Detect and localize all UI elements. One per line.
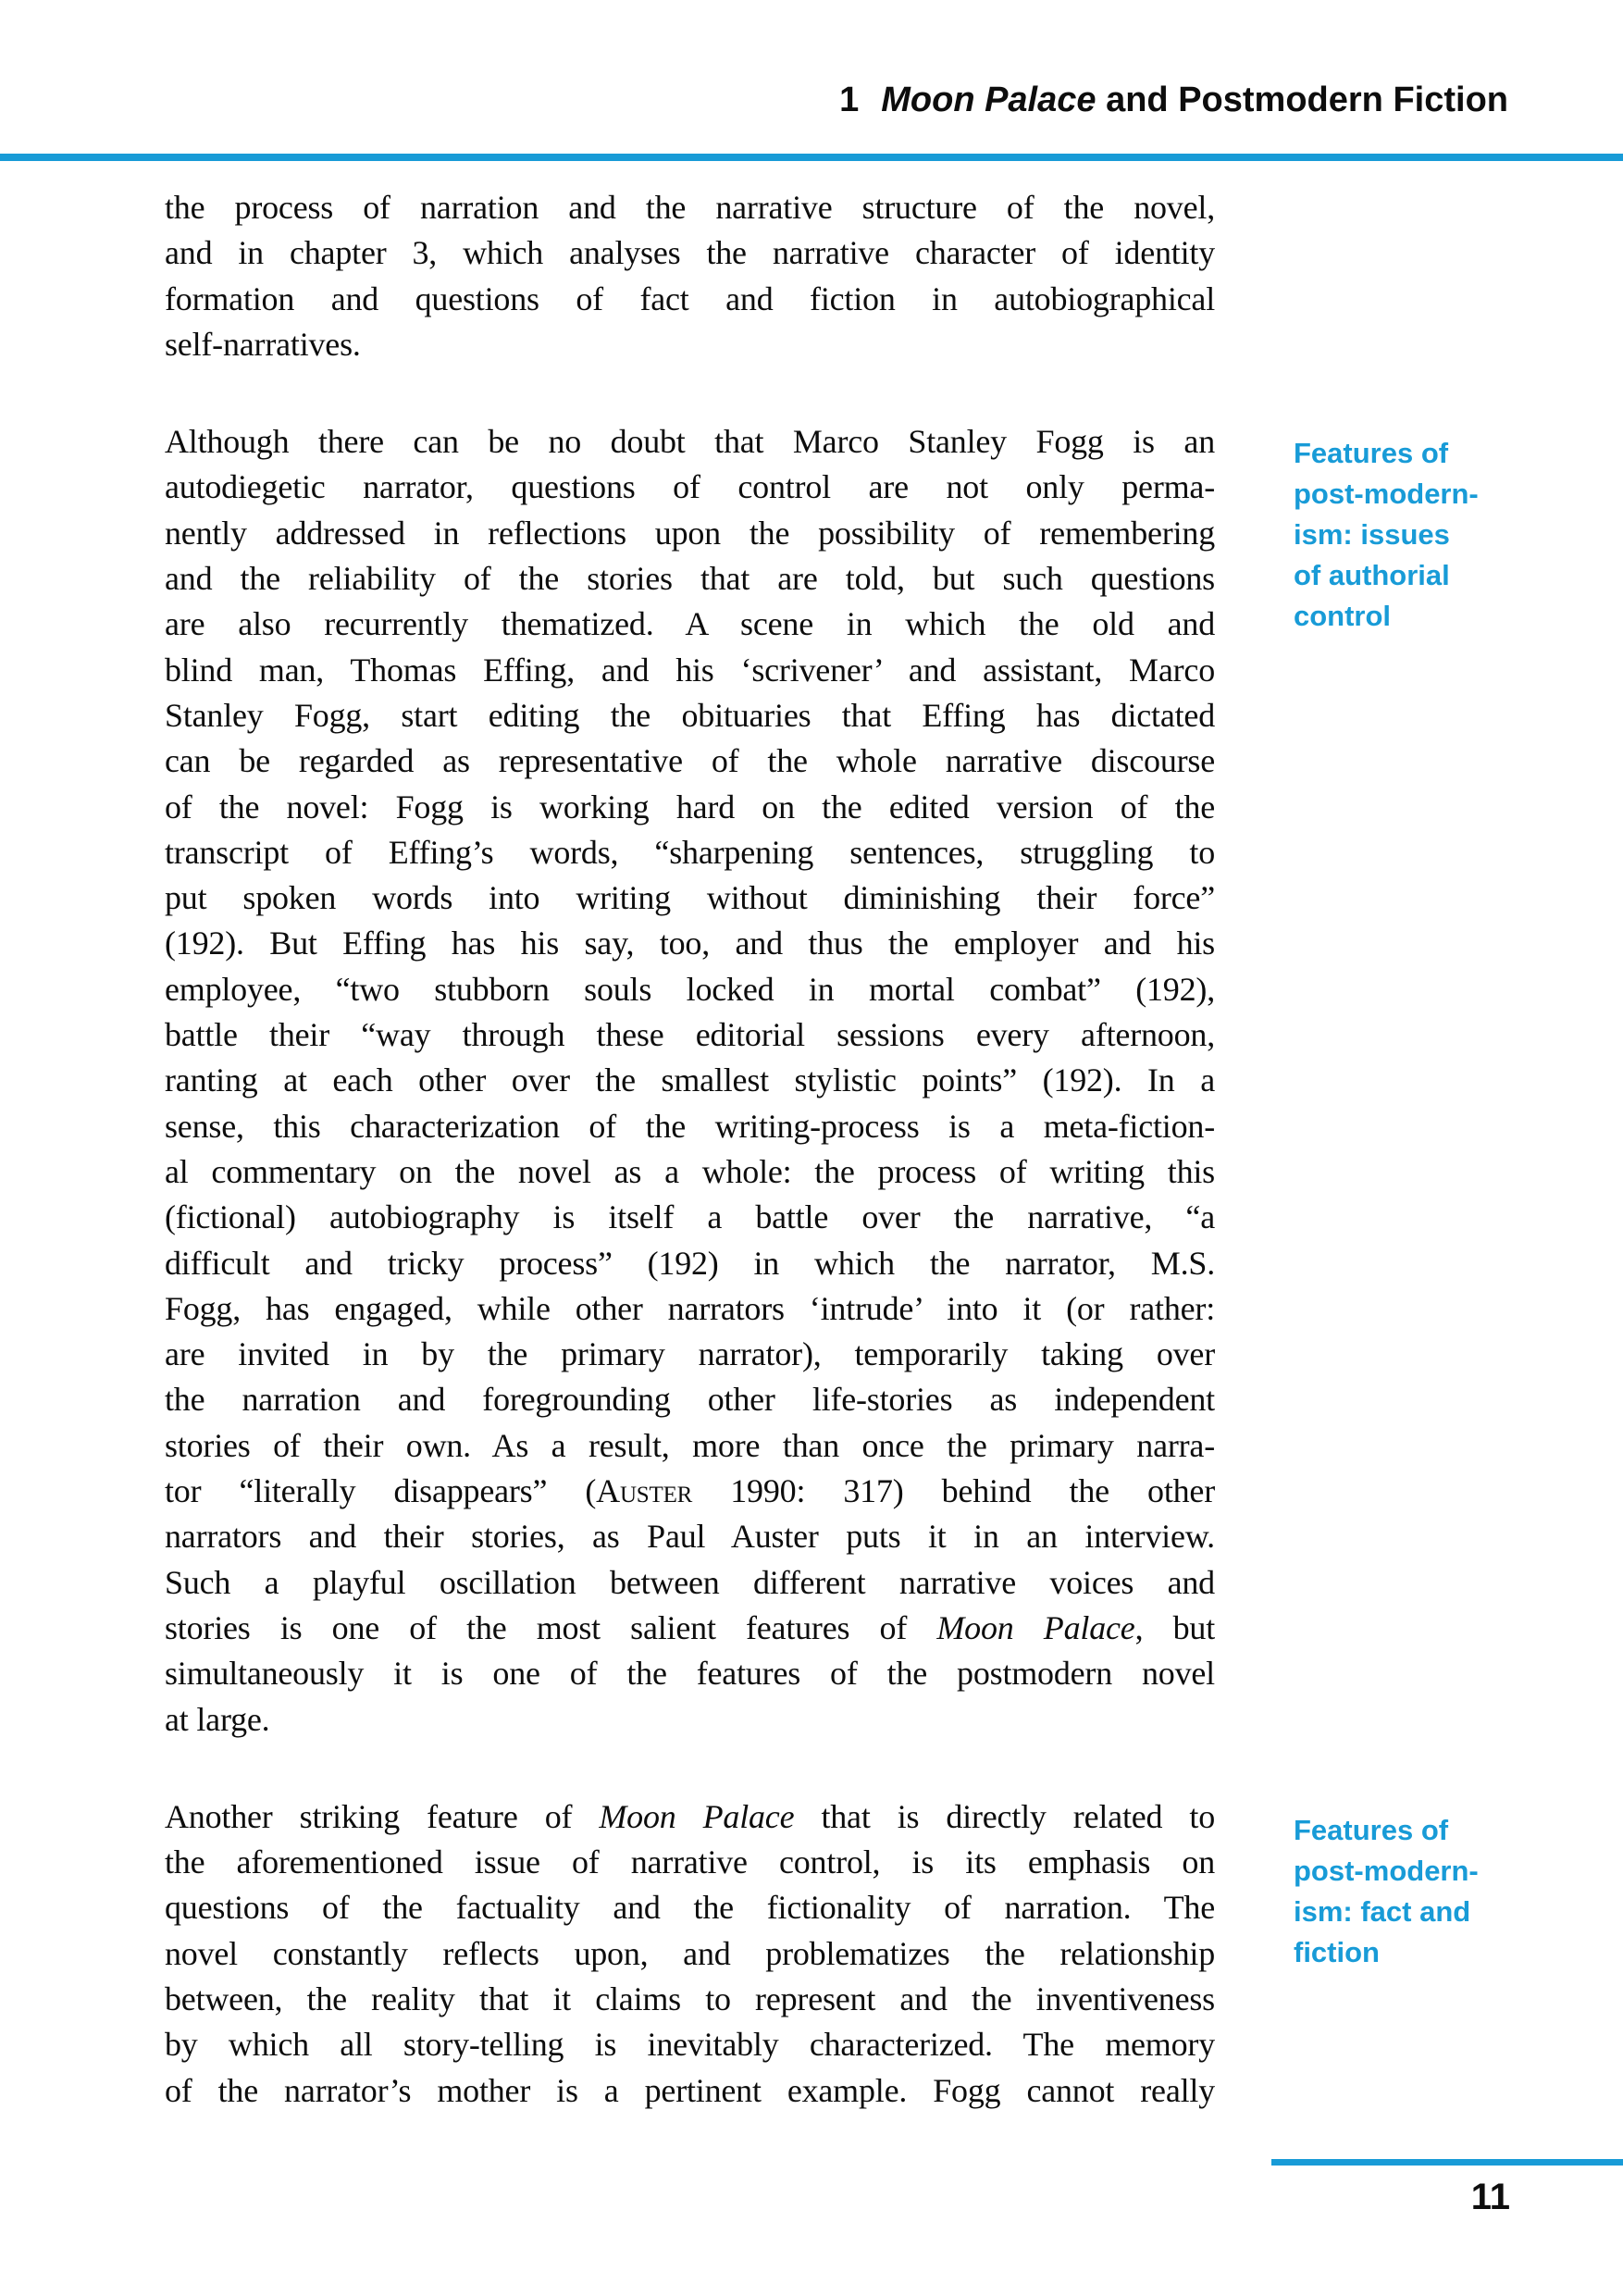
text-segment: tor “literally disappears” ( [165,1472,597,1510]
text-segment: nently addressed in reflections upon the possibility of remembering [165,514,1215,552]
text-segment: Such a playful oscillation between different narrative voices and [165,1563,1215,1601]
body-line [165,602,1215,647]
chapter-title-rest: and Postmodern Fiction [1096,81,1508,119]
body-line [165,185,1215,230]
body-line [165,1423,1215,1469]
body-text [165,185,1215,2114]
body-line [165,785,1215,830]
paragraph [165,185,1215,367]
text-segment: autodiegetic narrator, questions of control are not only perma- [165,468,1215,506]
text-segment: and the reliability of the stories that are told, but such questions [165,560,1215,598]
body-line [165,2068,1215,2114]
text-segment: 1990: 317) behind the other [692,1472,1215,1510]
paragraph [165,419,1215,1743]
paragraph [165,1794,1215,2114]
text-segment: can be regarded as representative of the whole narrative discourse [165,742,1215,780]
body-line [165,322,1215,367]
header-rule [0,154,1623,161]
page-header [839,80,1508,120]
body-line [165,1195,1215,1240]
text-segment: of the novel: Fogg is working hard on the edited version of the [165,788,1215,825]
text-segment: between, the reality that it claims to represent and the inventiveness [165,1980,1215,2017]
body-line [165,1560,1215,1606]
text-segment: transcript of Effing’s words, “sharpening sentences, struggling to [165,833,1215,871]
body-line [165,1377,1215,1422]
footer-rule [1271,2159,1623,2166]
text-segment: narrators and their stories, as Paul Auster puts it in an interview. [165,1518,1215,1556]
text-segment: (fictional) autobiography is itself a battle over the narrative, “a [165,1198,1215,1236]
body-line [165,1286,1215,1332]
body-line [165,1149,1215,1195]
text-segment: al commentary on the novel as a whole: the process of writing this [165,1152,1215,1190]
text-segment: stories is one of the most salient features of [165,1608,937,1646]
body-line [165,1885,1215,1930]
text-segment: Auster [596,1472,693,1510]
margin-note-authorial-control [1294,433,1571,637]
body-line [165,1241,1215,1286]
text-segment: battle their “way through these editorial sessions every afternoon, [165,1016,1215,1054]
body-line [165,556,1215,602]
text-segment: of the narrator’s mother is a pertinent example. Fogg cannot really [165,2071,1215,2109]
margin-note-line: fiction [1294,1936,1380,1968]
text-segment: are also recurrently thematized. A scene in which the old and [165,605,1215,643]
margin-note-line: ism: issues [1294,518,1450,551]
text-segment: the aforementioned issue of narrative control, is its emphasis on [165,1843,1215,1881]
body-line [165,1977,1215,2022]
margin-note-line: control [1294,600,1392,632]
text-segment: Stanley Fogg, start editing the obituaries that Effing has dictated [165,696,1215,734]
body-line [165,1697,1215,1743]
chapter-title-italic: Moon Palace [881,81,1096,119]
text-segment: stories of their own. As a result, more than once the primary narra- [165,1426,1215,1464]
text-segment: self-narratives. [165,325,361,363]
text-segment: ranting at each other over the smallest stylistic points” (192). In a [165,1061,1215,1099]
text-segment: employee, “two stubborn souls locked in mortal combat” (192), [165,970,1215,1008]
text-segment: simultaneously it is one of the features of the postmodern novel [165,1655,1215,1693]
text-segment: by which all story-telling is inevitably characterized. The memory [165,2026,1215,2064]
body-line [165,1606,1215,1651]
body-line [165,693,1215,738]
text-segment: sense, this characterization of the writing-process is a meta-fiction- [165,1107,1215,1145]
body-line [165,967,1215,1012]
text-segment: Although there can be no doubt that Marco Stanley Fogg is an [165,423,1215,461]
text-segment: that is directly related to [794,1797,1215,1835]
text-segment: and in chapter 3, which analyses the narrative character of identity [165,234,1215,272]
body-line [165,1651,1215,1696]
text-segment: Moon Palace [599,1797,795,1835]
margin-note-line: post-modern- [1294,1855,1479,1887]
text-segment: , but [1134,1608,1215,1646]
body-line [165,1794,1215,1840]
text-segment: the process of narration and the narrative structure of the novel, [165,189,1215,226]
body-line [165,875,1215,921]
body-line [165,2022,1215,2067]
text-segment: put spoken words into writing without diminishing their force” [165,879,1215,917]
text-segment: blind man, Thomas Effing, and his ‘scrivener’ and assistant, Marco [165,651,1215,689]
text-segment: formation and questions of fact and fiction in autobiographical [165,279,1215,317]
margin-note-line: Features of [1294,437,1449,469]
margin-note-line: of authorial [1294,559,1450,591]
margin-note-line: Features of [1294,1814,1449,1846]
body-line [165,648,1215,693]
body-line [165,1840,1215,1885]
chapter-number: 1 [839,81,860,119]
body-line [165,465,1215,510]
body-line [165,511,1215,556]
text-segment: Moon Palace [936,1608,1135,1646]
body-line [165,277,1215,322]
text-segment: difficult and tricky process” (192) in which the narrator, M.S. [165,1244,1215,1282]
body-line [165,738,1215,784]
body-line [165,1058,1215,1103]
body-line [165,230,1215,276]
margin-note-line: post-modern- [1294,478,1479,510]
margin-note-fact-and-fiction [1294,1810,1571,1973]
body-line [165,1012,1215,1058]
body-line [165,1469,1215,1514]
text-segment: novel constantly reflects upon, and problematizes the relationship [165,1934,1215,1972]
text-segment: Fogg, has engaged, while other narrators ‘intrude’ into it (or rather: [165,1289,1215,1327]
body-line [165,830,1215,875]
text-segment: the narration and foregrounding other life-stories as independent [165,1381,1215,1419]
body-line [165,1514,1215,1559]
text-segment: Another striking feature of [165,1797,600,1835]
body-line [165,921,1215,966]
text-segment: at large. [165,1700,270,1738]
body-line [165,419,1215,465]
text-segment: (192). But Effing has his say, too, and thus the employer and his [165,925,1215,962]
body-line [165,1104,1215,1149]
page-number: 11 [1470,2177,1510,2217]
body-line [165,1931,1215,1977]
margin-note-line: ism: fact and [1294,1895,1471,1928]
text-segment: are invited in by the primary narrator), temporarily taking over [165,1335,1215,1373]
text-segment: questions of the factuality and the fictionality of narration. The [165,1889,1215,1927]
body-line [165,1332,1215,1377]
